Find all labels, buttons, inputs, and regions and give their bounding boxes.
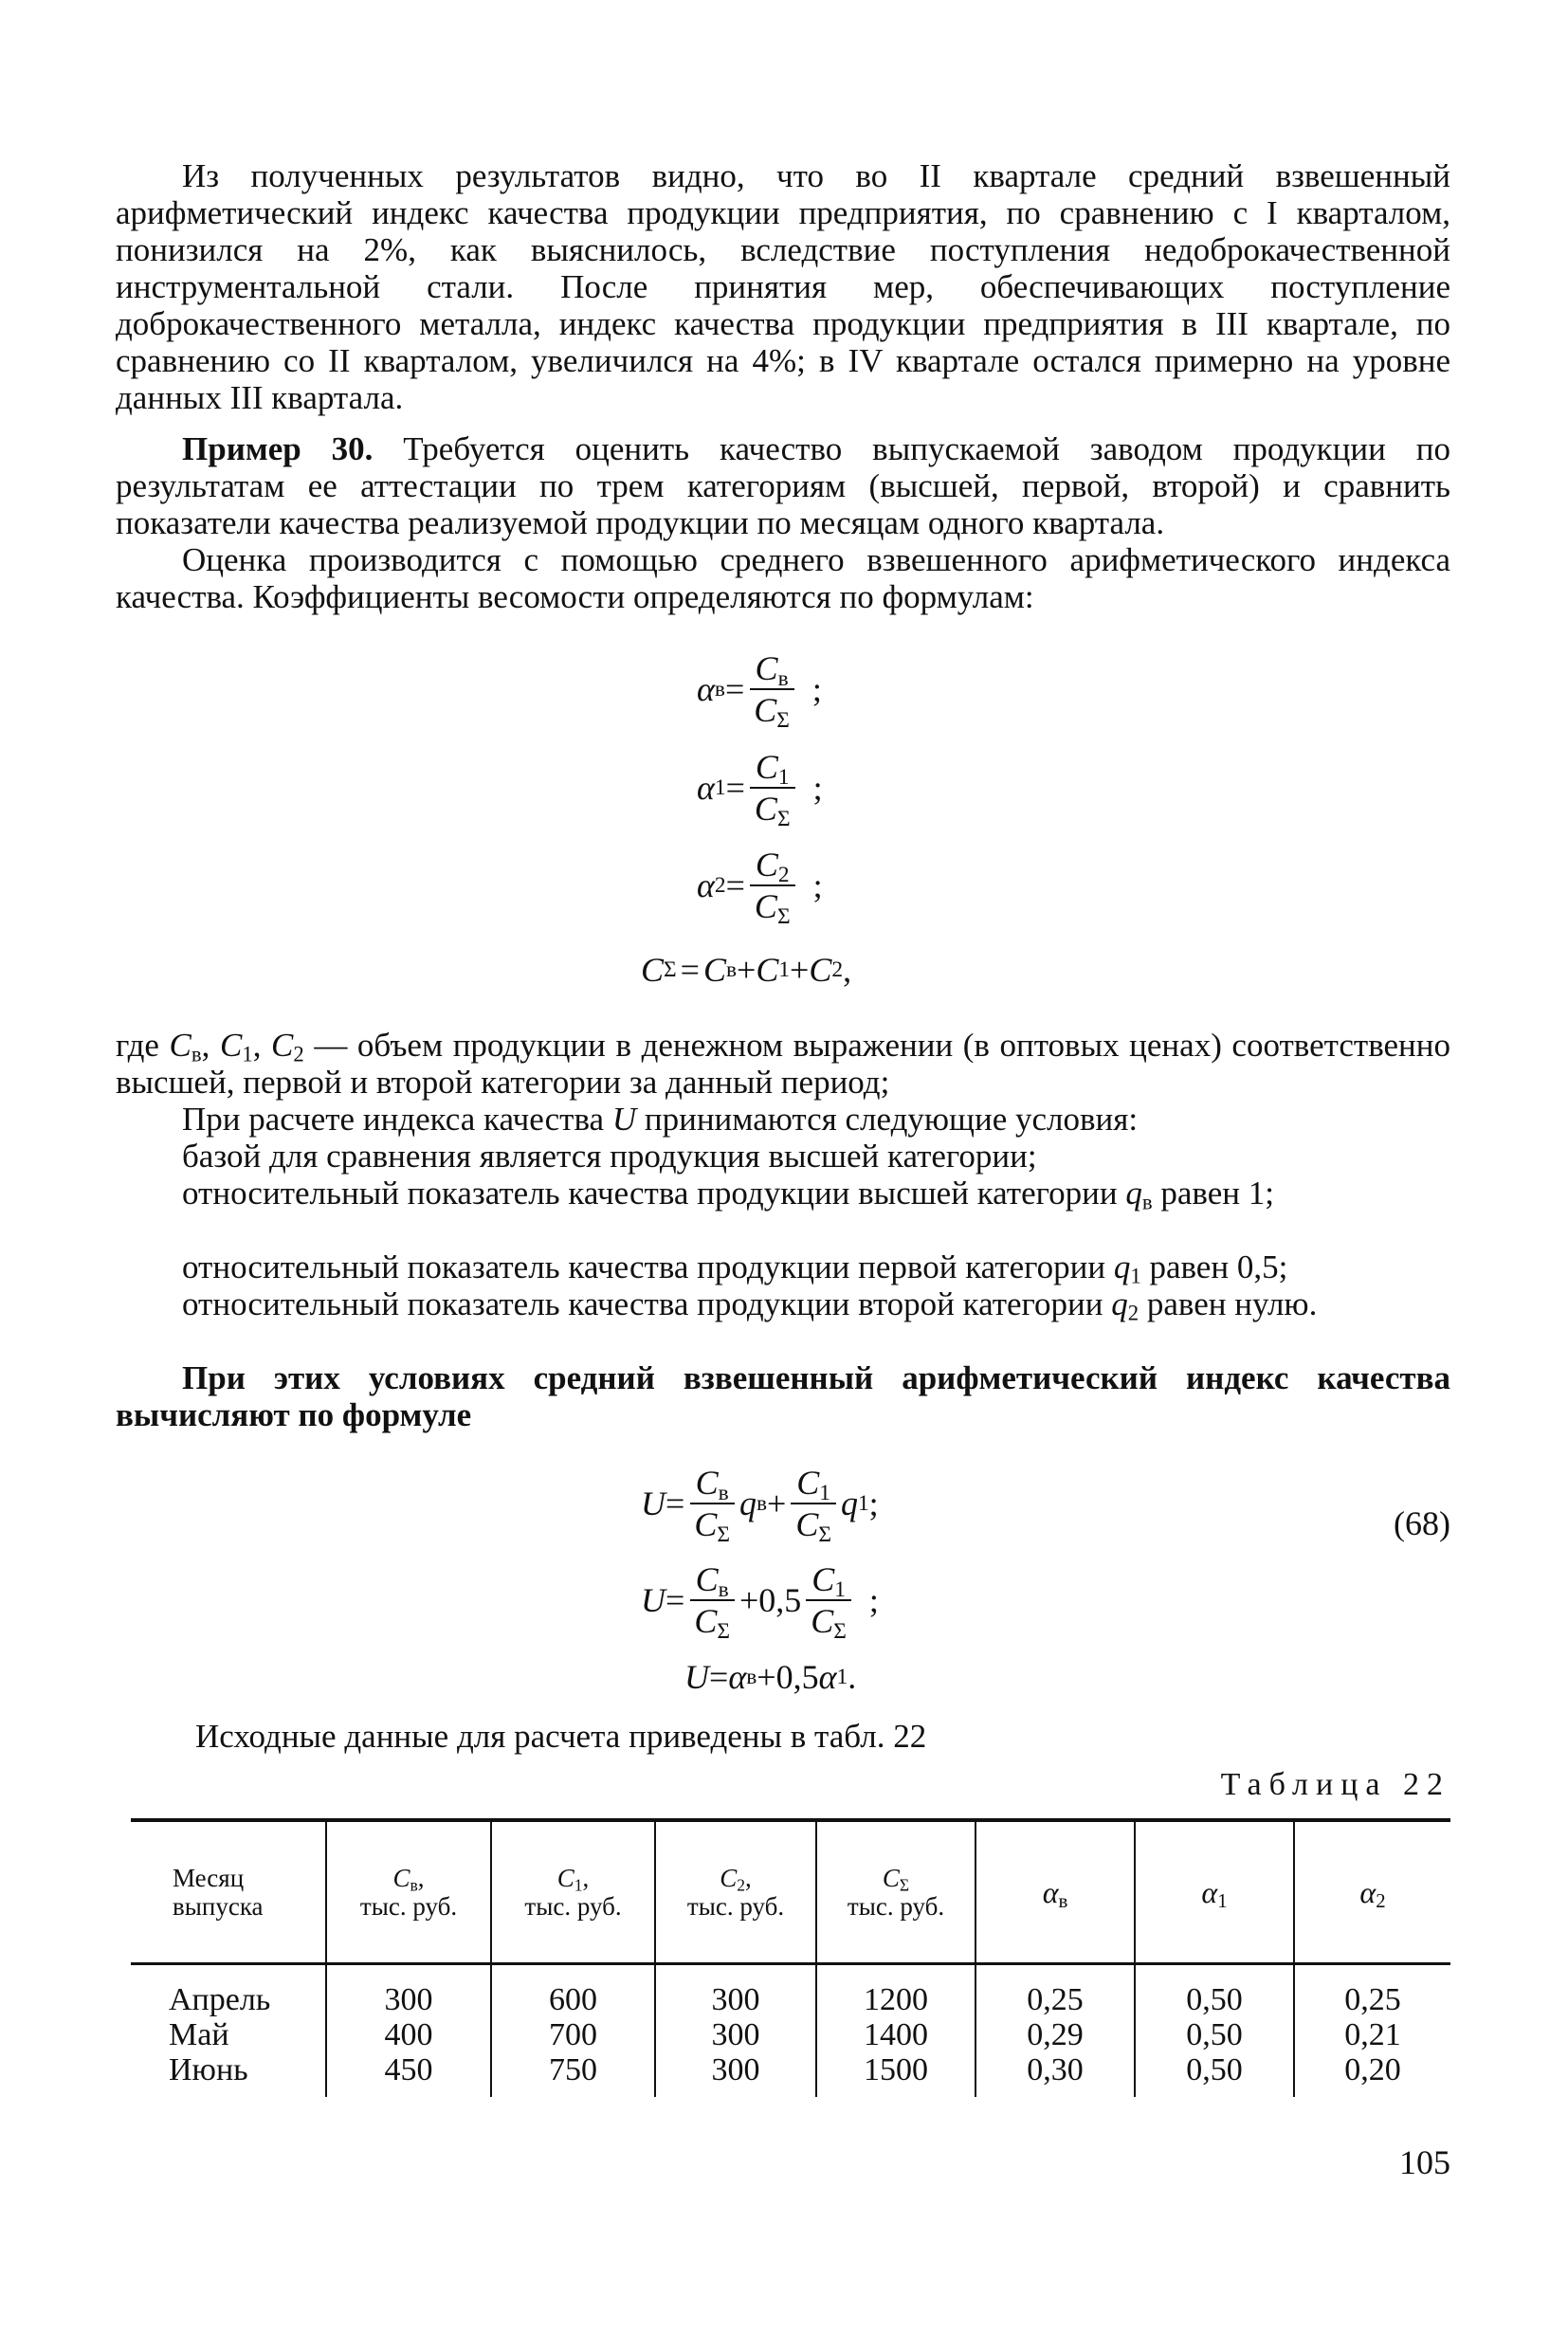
cell-alpha-v: 0,25 0,29 0,30 xyxy=(975,1964,1135,2098)
fraction: $\frac{C_2}{C_\Sigma}$ xyxy=(749,847,796,924)
formula-alpha-1: α 1 = $\frac{C_1}{C_\Sigma}$ ; xyxy=(697,748,823,831)
cell-c2: 300 300 300 xyxy=(655,1964,816,2098)
paragraph-table-ref: Исходные данные для расчета приведены в табл. 22 xyxy=(195,1718,927,1755)
table-22 xyxy=(131,1818,1450,2097)
header-month: Месяц выпуска xyxy=(131,1820,326,1964)
header-c2: $C_2$, тыс. руб. xyxy=(655,1820,816,1964)
paragraph-q2: относительный показатель качества продукции второй категории $q_2$ равен нулю. xyxy=(182,1285,1318,1325)
paragraph-where: где $C_в$, $C_1$, $C_2$ — объем продукции в денежном выражении (в оптовых ценах) соответственно высшей, первой и второй категории за данный период; xyxy=(116,1027,1451,1101)
paragraph-method: Оценка производится с помощью среднего взвешенного арифметического индекса качества. Коэффициенты весомости определяются по формулам: xyxy=(116,541,1450,615)
header-alpha-1: $\alpha_1$ xyxy=(1135,1820,1294,1964)
cell-cv: 300 400 450 xyxy=(326,1964,491,2098)
page-number: 105 xyxy=(1399,2143,1450,2181)
equation-number: (68) xyxy=(1394,1504,1450,1542)
cell-months: Апрель Май Июнь xyxy=(169,1982,271,2087)
table-row xyxy=(131,1964,1450,2098)
paragraph-conditions: При расчете индекса качества U принимаются следующие условия: xyxy=(182,1101,1139,1138)
cell-alpha-1: 0,50 0,50 0,50 xyxy=(1135,1964,1294,2098)
formula-alpha-v: α в = $\frac{C_в}{C_\Sigma}$ ; xyxy=(697,649,822,733)
paragraph-example-30 xyxy=(116,430,1450,541)
formula-u-alpha: U = α в + 0,5 α 1 . xyxy=(684,1658,857,1696)
paragraph-qv: относительный показатель качества продукции высшей категории $q_в$ равен 1; xyxy=(182,1175,1274,1214)
fraction: $\frac{C_1}{C_\Sigma}$ xyxy=(749,749,796,827)
example-label: Пример 30. xyxy=(182,430,374,467)
example-text: Требуется оценить качество выпускаемой заводом продукции по результатам ее аттестации по трем категориям (высшей, первой, второй) и сравнить показатели качества реализуемой продукции по месяцам одного квартала. xyxy=(116,430,1450,541)
formula-u-expanded: U = $\frac{C_в}{C_\Sigma}$ + 0,5 $\frac{C_1}{C_\Sigma}$ ; xyxy=(641,1560,879,1644)
cell-alpha-2: 0,25 0,21 0,20 xyxy=(1294,1964,1450,2098)
paragraph-base: базой для сравнения является продукция высшей категории; xyxy=(182,1138,1037,1175)
table-caption: Таблица 22 xyxy=(1220,1767,1450,1802)
paragraph-results: Из полученных результатов видно, что во II квартале средний взвешенный арифметический индекс качества продукции предприятия, по сравнению с I кварталом, понизился на 2%, как выяснилось, вследствие поступления недоброкачественной инструментальной стали. После принятия мер, обеспечивающих поступление доброкачественного металла, индекс качества продукции предприятия в III квартале, по сравнению со II кварталом, увеличился на 4%; в IV квартале остался примерно на уровне данных III квартала. xyxy=(116,157,1450,416)
paragraph-formula-intro: При этих условиях средний взвешенный арифметический индекс качества вычисляют по формуле xyxy=(116,1359,1450,1433)
header-alpha-2: $\alpha_2$ xyxy=(1294,1820,1450,1964)
header-csum: $C_\Sigma$ тыс. руб. xyxy=(816,1820,975,1964)
paragraph-q1: относительный показатель качества продукции первой категории $q_1$ равен 0,5; xyxy=(182,1248,1288,1288)
formula-alpha-2: α 2 = $\frac{C_2}{C_\Sigma}$ ; xyxy=(697,846,823,929)
table-header-row xyxy=(131,1820,1450,1964)
header-c1: $C_1$, тыс. руб. xyxy=(491,1820,655,1964)
cell-c1: 600 700 750 xyxy=(491,1964,655,2098)
header-cv: $C_в$, тыс. руб. xyxy=(326,1820,491,1964)
formula-68: U = $\frac{C_в}{C_\Sigma}$ q в + $\frac{C_1}{C_\Sigma}$ q 1 ; xyxy=(641,1464,879,1547)
fraction: $\frac{C_в}{C_\Sigma}$ xyxy=(748,650,795,728)
formula-c-sum: C Σ = C в + C 1 + C 2 , xyxy=(641,951,852,989)
header-alpha-v: $\alpha_в$ xyxy=(975,1820,1135,1964)
cell-csum: 1200 1400 1500 xyxy=(816,1964,975,2098)
